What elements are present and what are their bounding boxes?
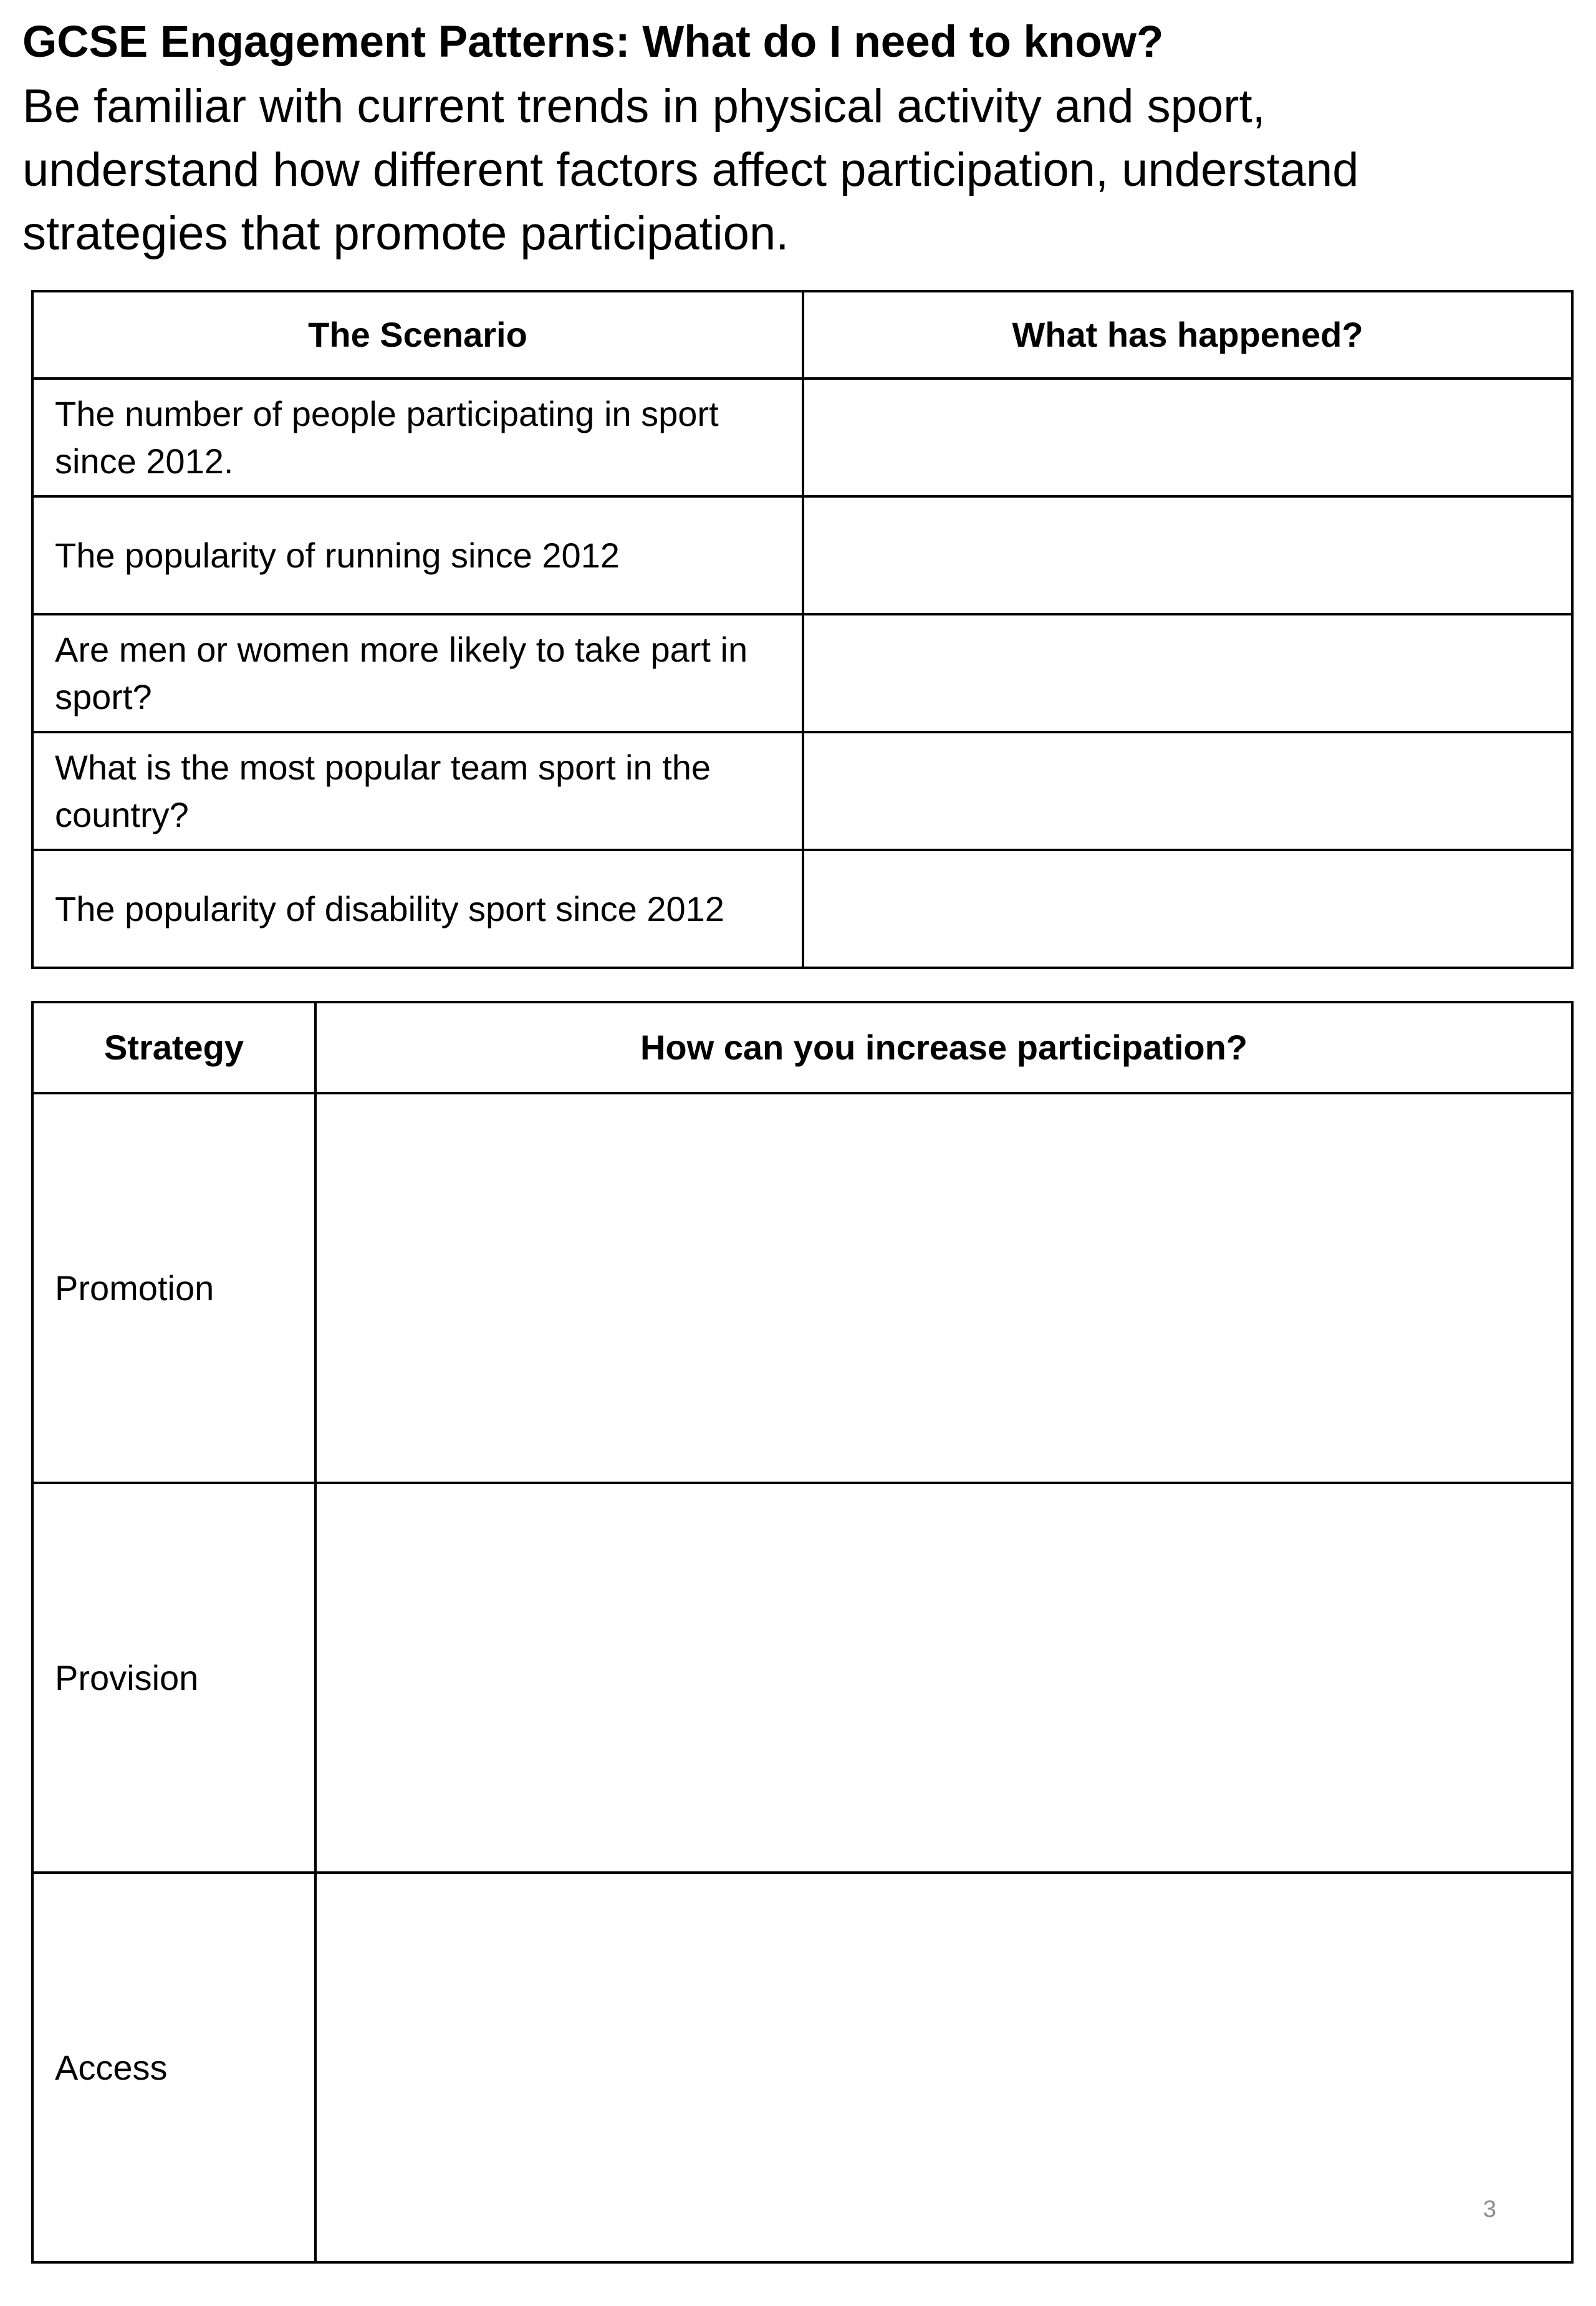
table-row — [32, 1093, 1572, 1483]
table-row — [32, 1483, 1572, 1873]
strategy-cell: Provision — [32, 1483, 315, 1873]
page-subtitle — [22, 75, 1569, 266]
answer-cell[interactable] — [315, 1873, 1572, 2262]
table-row — [32, 850, 1572, 968]
answer-cell[interactable] — [803, 850, 1572, 968]
column-header-scenario: The Scenario — [32, 291, 803, 379]
answer-cell[interactable] — [803, 496, 1572, 614]
answer-cell[interactable] — [803, 379, 1572, 496]
table-row — [32, 614, 1572, 732]
subtitle-line: strategies that promote participation. — [22, 207, 789, 260]
column-header-strategy: Strategy — [32, 1002, 315, 1093]
scenario-cell: The popularity of disability sport since 2012 — [32, 850, 803, 968]
strategy-cell: Promotion — [32, 1093, 315, 1483]
table-header-row — [32, 1002, 1572, 1093]
column-header-increase-participation: How can you increase participation? — [315, 1002, 1572, 1093]
scenario-table — [31, 290, 1574, 969]
table-row — [32, 732, 1572, 850]
answer-cell[interactable] — [315, 1093, 1572, 1483]
table-row — [32, 379, 1572, 496]
scenario-cell: The popularity of running since 2012 — [32, 496, 803, 614]
column-header-what-happened: What has happened? — [803, 291, 1572, 379]
scenario-cell: The number of people participating in sport since 2012. — [32, 379, 803, 496]
strategy-cell: Access — [32, 1873, 315, 2262]
scenario-cell: What is the most popular team sport in the country? — [32, 732, 803, 850]
table-row — [32, 1873, 1572, 2262]
answer-cell[interactable] — [803, 732, 1572, 850]
subtitle-line: Be familiar with current trends in physical activity and sport, — [22, 80, 1266, 133]
table-row — [32, 496, 1572, 614]
strategy-table — [31, 1001, 1574, 2264]
scenario-cell: Are men or women more likely to take part in sport? — [32, 614, 803, 732]
table-header-row — [32, 291, 1572, 379]
answer-cell[interactable] — [315, 1483, 1572, 1873]
subtitle-line: understand how different factors affect participation, understand — [22, 143, 1359, 196]
page-number: 3 — [1483, 2196, 1496, 2222]
answer-cell[interactable] — [803, 614, 1572, 732]
page-title: GCSE Engagement Patterns: What do I need to know? — [22, 17, 1164, 67]
